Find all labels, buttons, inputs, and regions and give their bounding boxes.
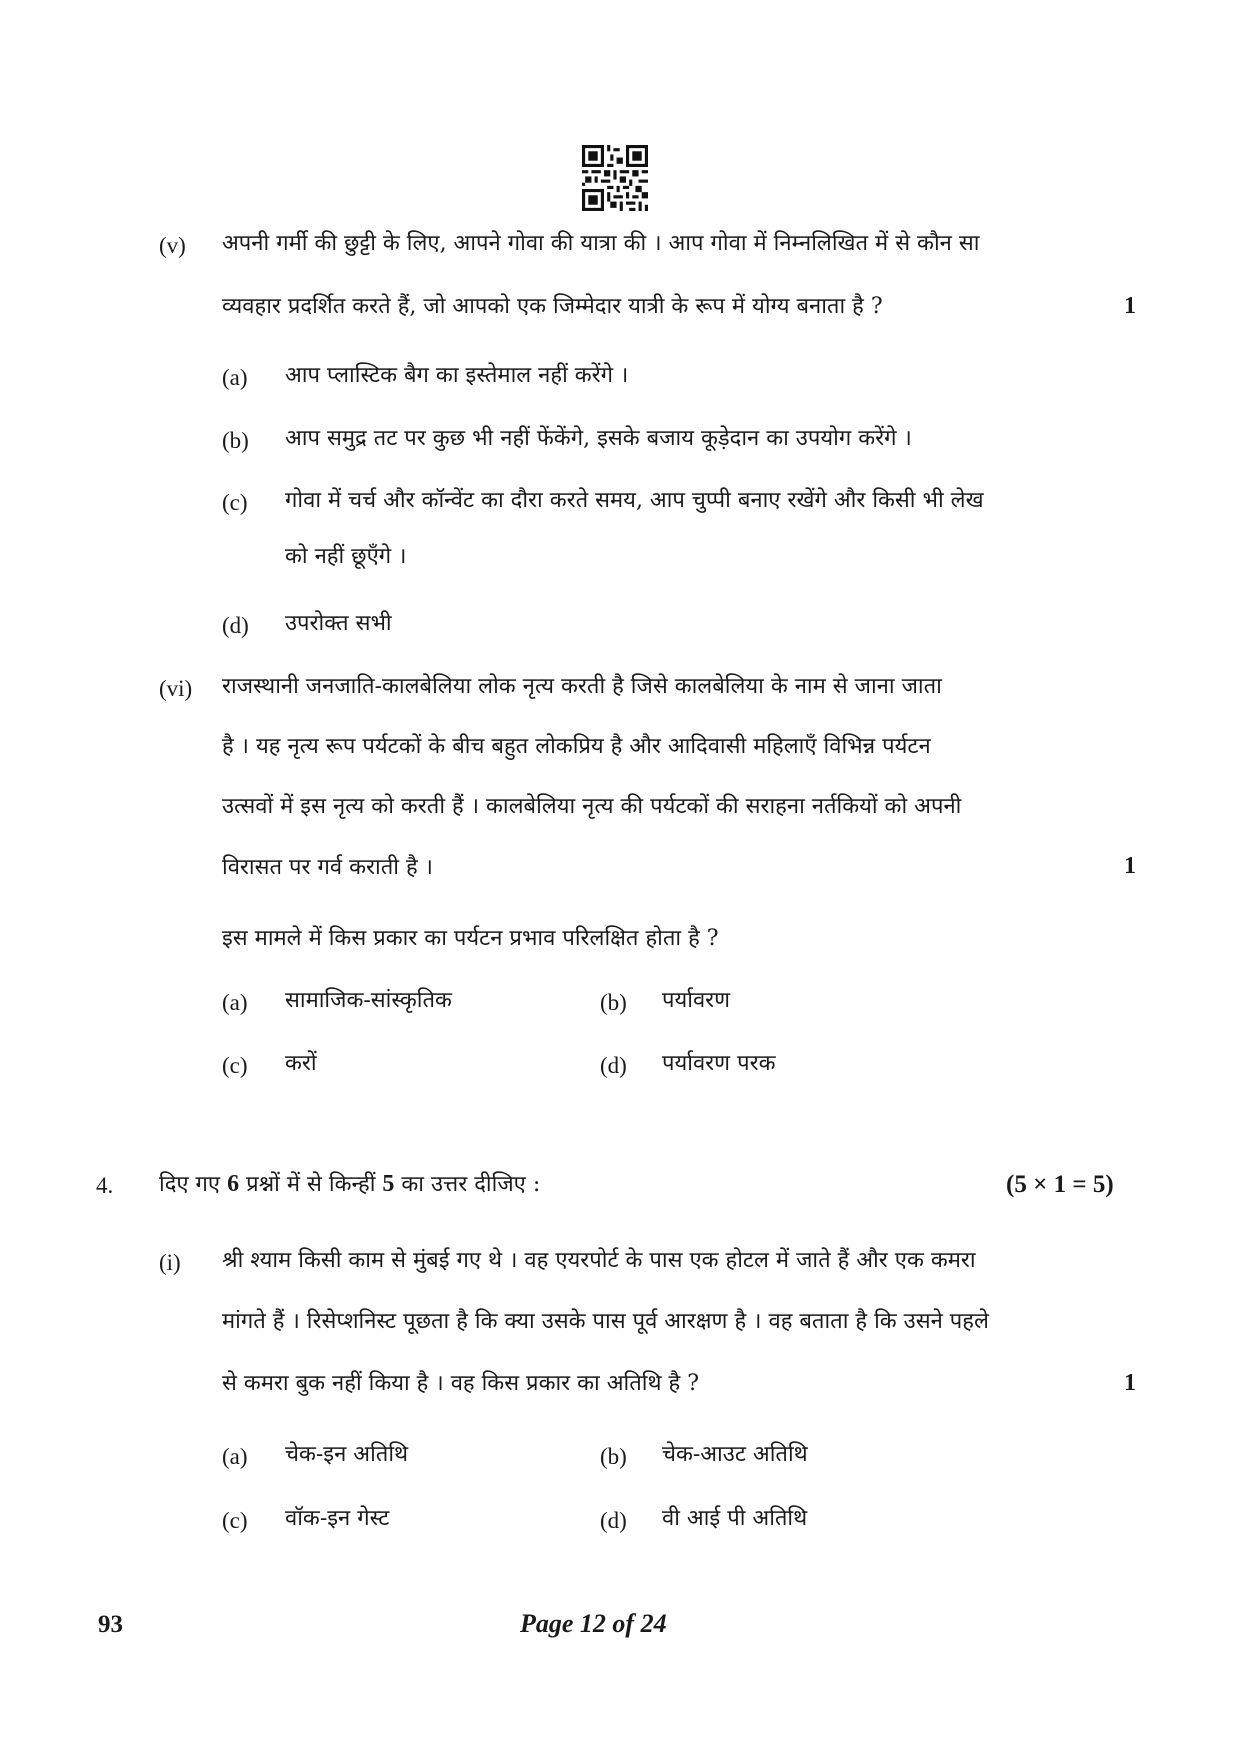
question-text-line: उत्सवों में इस नृत्य को करती हैं । कालबेलिया नृत्य की पर्यटकों की सराहना नर्तकियों को अपनी: [222, 794, 962, 819]
option-text: चेक-इन अतिथि: [285, 1442, 409, 1467]
question-prompt: इस मामले में किस प्रकार का पर्यटन प्रभाव परिलक्षित होता है ?: [222, 926, 719, 951]
option-text: गोवा में चर्च और कॉन्वेंट का दौरा करते समय, आप चुप्पी बनाए रखेंगे और किसी भी लेख: [285, 488, 984, 513]
option-label: (a): [222, 1444, 248, 1469]
option-text: वी आई पी अतिथि: [662, 1506, 808, 1531]
paper-code: 93: [98, 1611, 123, 1638]
question-text-line: मांगते हैं । रिसेप्शनिस्ट पूछता है कि क्या उसके पास पूर्व आरक्षण है । वह बताता है कि उसने पहले: [222, 1309, 989, 1334]
option-text: चेक-आउट अतिथि: [662, 1442, 808, 1467]
option-label: (c): [222, 1053, 248, 1078]
instruction-number: 5: [382, 1171, 395, 1197]
option-text: करों: [285, 1051, 317, 1076]
option-label: (a): [222, 365, 248, 390]
question-number: 4.: [96, 1173, 114, 1198]
option-label: (d): [600, 1508, 627, 1533]
question-text-line: अपनी गर्मी की छुट्टी के लिए, आपने गोवा की यात्रा की । आप गोवा में निम्नलिखित में से कौन सा: [222, 231, 980, 256]
option-text: सामाजिक-सांस्कृतिक: [285, 988, 452, 1013]
marks: 1: [1124, 293, 1136, 319]
question-text-line: श्री श्याम किसी काम से मुंबई गए थे । वह एयरपोर्ट के पास एक होटल में जाते हैं और एक कमरा: [222, 1248, 976, 1273]
option-text: आप समुद्र तट पर कुछ भी नहीं फेंकेंगे, इसके बजाय कूड़ेदान का उपयोग करेंगे ।: [285, 426, 912, 451]
question-text-line: राजस्थानी जनजाति-कालबेलिया लोक नृत्य करती है जिसे कालबेलिया के नाम से जाना जाता: [222, 674, 942, 699]
page-number: Page 12 of 24: [520, 1609, 667, 1638]
question-number: (v): [159, 233, 186, 258]
option-label: (d): [600, 1053, 627, 1078]
section-marks: (5 × 1 = 5): [1006, 1171, 1114, 1198]
option-label: (c): [222, 490, 248, 515]
option-label: (b): [600, 1444, 627, 1469]
option-text: पर्यावरण परक: [662, 1051, 776, 1076]
instruction-text: प्रश्नों में से किन्हीं: [239, 1172, 383, 1197]
option-text: को नहीं छूएँगे ।: [285, 544, 407, 569]
option-text: आप प्लास्टिक बैग का इस्तेमाल नहीं करेंगे ।: [285, 363, 629, 388]
instruction-text: दिए गए: [159, 1172, 228, 1197]
question-instruction: [159, 1169, 540, 1200]
question-number: (vi): [159, 676, 193, 701]
marks: 1: [1124, 853, 1136, 879]
option-text: पर्यावरण: [662, 988, 731, 1013]
instruction-text: का उत्तर दीजिए :: [394, 1172, 541, 1197]
instruction-number: 6: [227, 1171, 240, 1197]
question-text-line: से कमरा बुक नहीं किया है । वह किस प्रकार का अतिथि है ?: [222, 1371, 700, 1396]
option-label: (b): [222, 428, 249, 453]
question-text-line: है । यह नृत्य रूप पर्यटकों के बीच बहुत लोकप्रिय है और आदिवासी महिलाएँ विभिन्न पर्यटन: [222, 734, 931, 759]
marks: 1: [1124, 1370, 1136, 1396]
option-text: वॉक-इन गेस्ट: [285, 1506, 390, 1531]
qr-code-icon: [582, 145, 648, 211]
question-text-line: विरासत पर गर्व कराती है ।: [222, 855, 433, 880]
option-label: (d): [222, 613, 249, 638]
option-text: उपरोक्त सभी: [285, 611, 392, 636]
option-label: (a): [222, 990, 248, 1015]
option-label: (c): [222, 1508, 248, 1533]
option-label: (b): [600, 990, 627, 1015]
question-number: (i): [159, 1250, 181, 1275]
question-text-line: व्यवहार प्रदर्शित करते हैं, जो आपको एक जिम्मेदार यात्री के रूप में योग्य बनाता है ?: [222, 294, 883, 319]
